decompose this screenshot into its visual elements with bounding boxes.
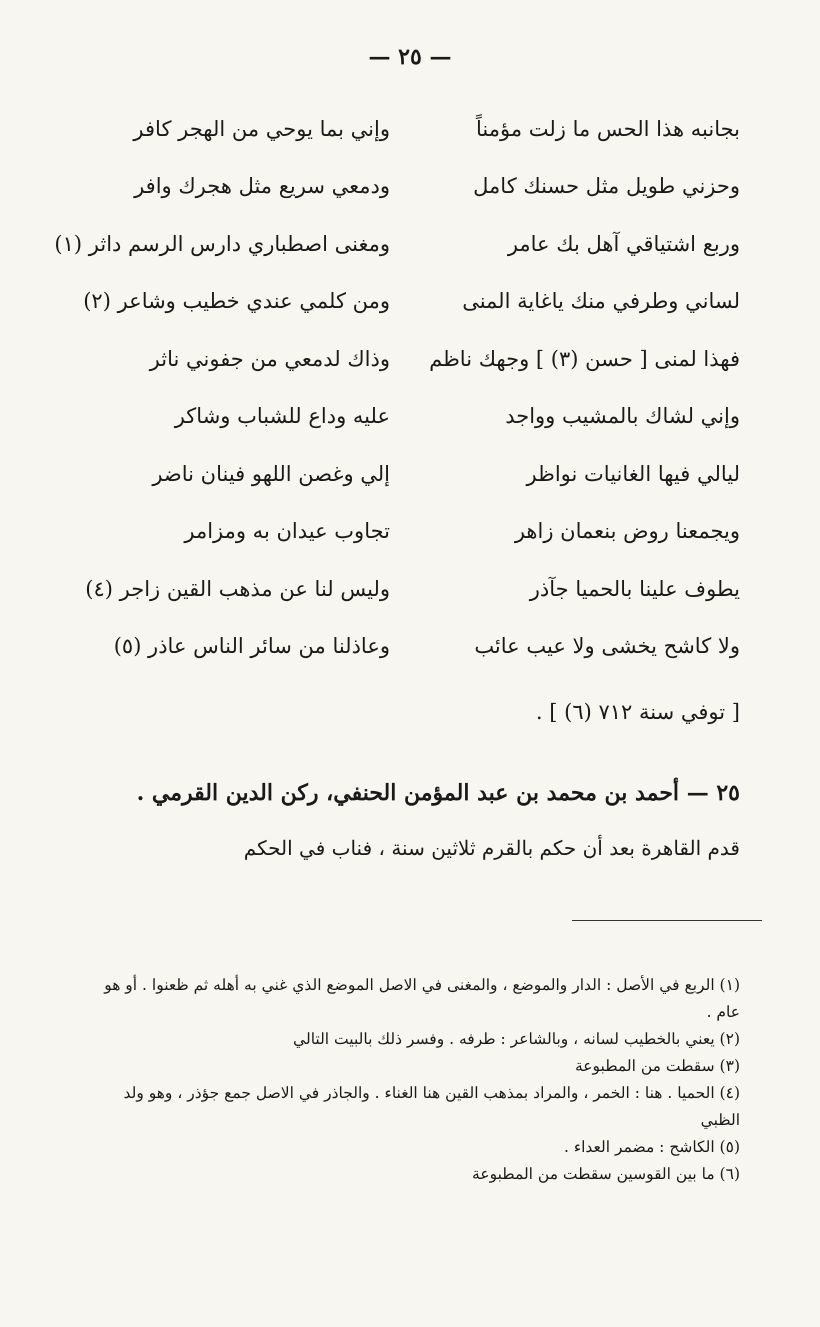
verse-second-hemistich: وعاذلنا من سائر الناس عاذر (٥) bbox=[113, 634, 390, 659]
verse-line bbox=[60, 158, 740, 216]
verse-second-hemistich: عليه وداع للشباب وشاكر bbox=[174, 404, 390, 429]
verse-second-hemistich: إلي وغصن اللهو فينان ناضر bbox=[152, 461, 390, 486]
footnote: (٥) الكاشح : مضمر العداء . bbox=[563, 1138, 740, 1156]
verse-first-hemistich: ولا كاشح يخشى ولا عيب عائب bbox=[474, 634, 740, 659]
verse-line bbox=[60, 618, 740, 676]
verse-first-hemistich: وربع اشتياقي آهل بك عامر bbox=[507, 231, 740, 256]
verse-second-hemistich: ودمعي سريع مثل هجرك وافر bbox=[134, 174, 390, 199]
verse-first-hemistich: يطوف علينا بالحميا جآذر bbox=[529, 576, 740, 601]
page-number: — ٢٥ — bbox=[368, 44, 452, 70]
biography-text: قدم القاهرة بعد أن حكم بالقرم ثلاثين سنة ، فناب في الحكم bbox=[243, 836, 740, 860]
verse-second-hemistich: وإني بما يوحي من الهجر كافر bbox=[133, 116, 390, 141]
verse-line bbox=[54, 215, 740, 273]
verse-line bbox=[60, 503, 740, 561]
verse-line bbox=[60, 445, 740, 503]
verse-line bbox=[60, 388, 740, 446]
verse-second-hemistich: وذاك لدمعي من جفوني ناثر bbox=[149, 346, 390, 371]
verse-line bbox=[60, 330, 740, 388]
verse-line bbox=[60, 560, 740, 618]
verse-second-hemistich: ومغنى اصطباري دارس الرسم داثر (١) bbox=[54, 231, 390, 256]
verse-first-hemistich: بجانبه هذا الحس ما زلت مؤمناً bbox=[476, 116, 740, 141]
footnotes bbox=[90, 972, 740, 1188]
footnote: (٣) سقطت من المطبوعة bbox=[574, 1057, 740, 1075]
verse-first-hemistich: وإني لشاك بالمشيب وواجد bbox=[505, 404, 740, 429]
verse-first-hemistich: فهذا لمنى [ حسن (٣) ] وجهك ناظم bbox=[429, 346, 740, 371]
footnote-divider bbox=[572, 920, 762, 921]
verse-second-hemistich: وليس لنا عن مذهب القين زاجر (٤) bbox=[85, 576, 390, 601]
verse-first-hemistich: وحزني طويل مثل حسنك كامل bbox=[473, 174, 740, 199]
death-year-note: [ توفي سنة ٧١٢ (٦) ] . bbox=[535, 700, 740, 724]
poem-verses bbox=[54, 100, 740, 675]
footnote: (٢) يعني بالخطيب لسانه ، وبالشاعر : طرفه . وفسر ذلك بالبيت التالي bbox=[293, 1030, 740, 1048]
biography-heading: ٢٥ — أحمد بن محمد بن عبد المؤمن الحنفي، ركن الدين القرمي . bbox=[136, 780, 740, 806]
verse-line bbox=[60, 100, 740, 158]
verse-second-hemistich: ومن كلمي عندي خطيب وشاعر (٢) bbox=[83, 289, 390, 314]
footnote: (٦) ما بين القوسين سقطت من المطبوعة bbox=[472, 1165, 740, 1183]
verse-line bbox=[60, 273, 740, 331]
verse-first-hemistich: لساني وطرفي منك ياغاية المنى bbox=[462, 289, 740, 314]
verse-first-hemistich: ليالي فيها الغانيات نواظر bbox=[526, 461, 740, 486]
verse-second-hemistich: تجاوب عيدان به ومزامر bbox=[184, 519, 390, 544]
verse-first-hemistich: ويجمعنا روض بنعمان زاهر bbox=[514, 519, 740, 544]
footnote: (١) الربع في الأصل : الدار والموضع ، والمغنى في الاصل الموضع الذي غني به أهله ثم ظعنوا . أو هو عام . bbox=[104, 976, 740, 1021]
footnote: (٤) الحميا . هنا : الخمر ، والمراد بمذهب القين هنا الغناء . والجاذر في الاصل جمع جؤذر ، وهو ولد الظبي bbox=[123, 1084, 740, 1129]
